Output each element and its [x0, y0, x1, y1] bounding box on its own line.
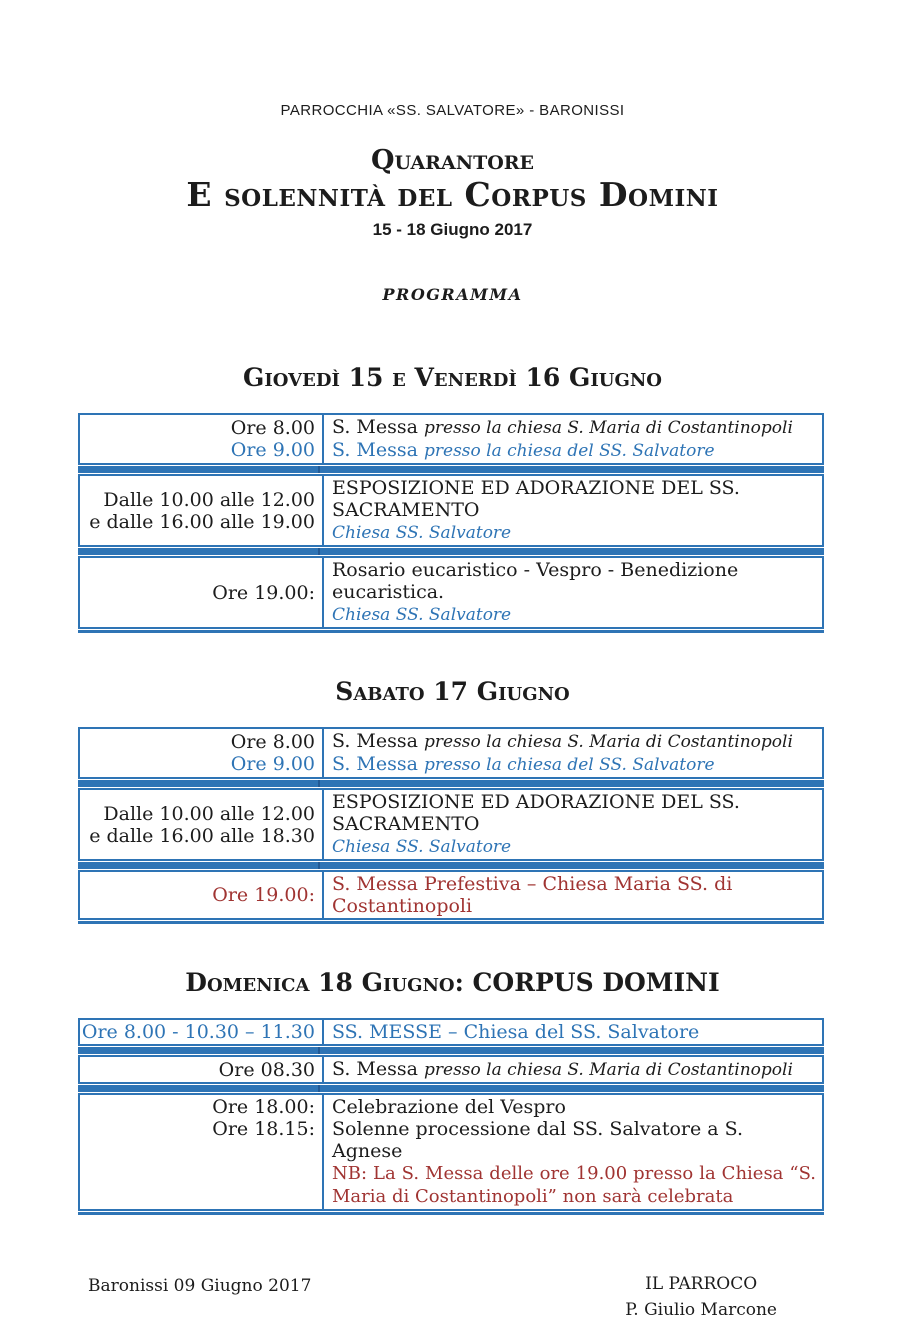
time-label: Dalle 10.00 alle 12.00: [103, 802, 315, 825]
event-cell: [322, 872, 822, 918]
time-label: Ore 9.00: [230, 439, 315, 461]
event-cell: [322, 790, 822, 859]
event-text: [332, 753, 816, 776]
table-row: [78, 1018, 824, 1046]
event-text: [332, 835, 816, 858]
table-bottom-bar: [78, 1212, 824, 1215]
event-location-italic: presso la chiesa del SS. Salvatore: [424, 441, 715, 461]
event-cell: [322, 415, 822, 463]
event-title: S. Messa: [332, 730, 424, 752]
event-title: Rosario eucaristico - Vespro - Benedizione eucaristica.: [332, 559, 739, 603]
event-text: [332, 791, 816, 835]
signature-name: P. Giulio Marcone: [625, 1300, 777, 1320]
footer-place-date: Baronissi 09 Giugno 2017: [88, 1276, 312, 1296]
date-range: 15 - 18 Giugno 2017: [372, 220, 533, 239]
event-cell: [322, 1020, 822, 1044]
event-title: S. Messa Prefestiva – Chiesa Maria SS. di Costantinopoli: [332, 873, 733, 917]
parish-name: PARROCCHIA «SS. SALVATORE» - BARONISSI: [280, 102, 625, 119]
document-title-line2: E solennità del Corpus Domini: [186, 175, 719, 214]
time-cell: [80, 558, 322, 627]
event-title: Celebrazione del Vespro: [332, 1096, 566, 1118]
section-heading: Sabato 17 Giugno: [335, 677, 570, 706]
event-title: SS. MESSE – Chiesa del SS. Salvatore: [332, 1021, 700, 1043]
section-saturday: [0, 678, 905, 924]
time-cell: [80, 1057, 322, 1082]
event-title: Solenne processione dal SS. Salvatore a S. Agnese: [332, 1118, 744, 1162]
section-heading: Giovedì 15 e Venerdì 16 Giugno: [243, 363, 662, 392]
time-cell: [80, 1095, 322, 1209]
event-text: [332, 873, 816, 917]
event-location-italic: Chiesa SS. Salvatore: [332, 837, 512, 857]
time-cell: [80, 872, 322, 918]
event-location-italic: presso la chiesa S. Maria di Costantinopoli: [424, 418, 793, 438]
row-separator-bar: [78, 548, 824, 555]
time-cell: [80, 1020, 322, 1044]
time-cell: [80, 476, 322, 545]
row-separator-bar: [78, 1085, 824, 1092]
table-row: [78, 1055, 824, 1084]
schedule-table: [78, 1018, 824, 1215]
event-title: S. Messa: [332, 1058, 424, 1080]
time-label: e dalle 16.00 alle 18.30: [89, 824, 315, 847]
schedule-table: [78, 727, 824, 924]
time-cell: [80, 729, 322, 777]
time-label: Dalle 10.00 alle 12.00: [103, 488, 315, 511]
time-label: Ore 08.30: [218, 1058, 315, 1081]
section-thursday-friday: [0, 364, 905, 633]
event-location-italic: presso la chiesa del SS. Salvatore: [424, 755, 715, 775]
event-cell: [322, 476, 822, 545]
event-text: [332, 1096, 816, 1118]
time-cell: [80, 415, 322, 463]
table-row: [78, 556, 824, 629]
table-bottom-bar: [78, 921, 824, 924]
event-text: [332, 477, 816, 521]
event-title: ESPOSIZIONE ED ADORAZIONE DEL SS. SACRAMENTO: [332, 791, 740, 835]
row-separator-bar: [78, 1047, 824, 1054]
event-text: [332, 603, 816, 626]
table-bottom-bar: [78, 630, 824, 633]
footer: [88, 1271, 777, 1323]
event-text: [332, 1162, 816, 1208]
event-title: ESPOSIZIONE ED ADORAZIONE DEL SS. SACRAMENTO: [332, 477, 740, 521]
section-heading: Domenica 18 Giugno: CORPUS DOMINI: [185, 968, 720, 997]
footer-signature: [625, 1271, 777, 1323]
time-label: Ore 18.00:: [212, 1096, 315, 1118]
event-location-italic: Chiesa SS. Salvatore: [332, 605, 512, 625]
row-separator-bar: [78, 862, 824, 869]
event-text: [332, 416, 816, 439]
section-sunday-corpus-domini: [0, 969, 905, 1215]
signature-title: IL PARROCO: [645, 1274, 758, 1294]
table-row: [78, 788, 824, 861]
table-row: [78, 413, 824, 465]
time-label: Ore 9.00: [230, 753, 315, 775]
table-row: [78, 474, 824, 547]
table-row: [78, 870, 824, 920]
time-label: Ore 8.00: [230, 731, 315, 753]
event-title: S. Messa: [332, 753, 424, 775]
event-location-italic: presso la chiesa S. Maria di Costantinopoli: [424, 732, 793, 752]
schedule-table: [78, 413, 824, 633]
event-text: [332, 1118, 816, 1162]
table-row: [78, 727, 824, 779]
event-text: [332, 521, 816, 544]
time-label: Ore 19.00:: [212, 884, 315, 906]
event-text: [332, 1058, 816, 1081]
time-label: Ore 18.15:: [212, 1118, 315, 1140]
time-label: Ore 8.00 - 10.30 – 11.30: [81, 1021, 315, 1043]
time-label: Ore 19.00:: [212, 581, 315, 604]
time-cell: [80, 790, 322, 859]
event-text: [332, 1021, 816, 1043]
event-cell: [322, 1057, 822, 1082]
row-separator-bar: [78, 466, 824, 473]
event-title: NB: La S. Messa delle ore 19.00 presso la Chiesa “S. Maria di Costantinopoli” non sarà celebrata: [332, 1163, 816, 1207]
document-title-line1: Quarantore: [370, 145, 535, 176]
event-text: [332, 559, 816, 603]
event-text: [332, 730, 816, 753]
table-row: [78, 1093, 824, 1211]
event-title: S. Messa: [332, 439, 424, 461]
event-cell: [322, 1095, 822, 1209]
event-title: S. Messa: [332, 416, 424, 438]
event-text: [332, 439, 816, 462]
event-cell: [322, 729, 822, 777]
row-separator-bar: [78, 780, 824, 787]
program-label: PROGRAMMA: [382, 285, 523, 304]
time-label: e dalle 16.00 alle 19.00: [89, 510, 315, 533]
time-label: Ore 8.00: [230, 417, 315, 439]
event-location-italic: presso la chiesa S. Maria di Costantinopoli: [424, 1060, 793, 1080]
event-cell: [322, 558, 822, 627]
event-location-italic: Chiesa SS. Salvatore: [332, 523, 512, 543]
